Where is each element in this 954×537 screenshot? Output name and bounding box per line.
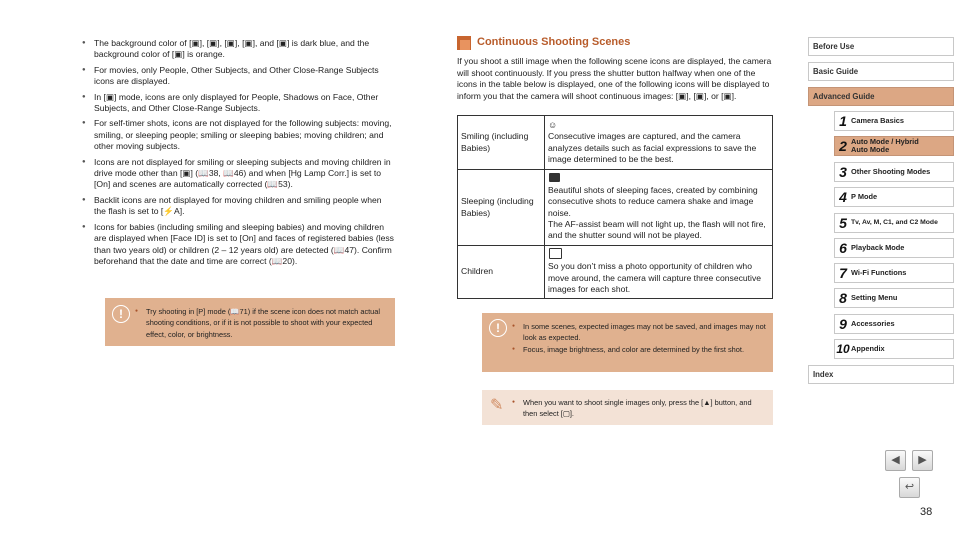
section-square-icon xyxy=(457,36,471,50)
chapter-label: Wi-Fi Functions xyxy=(851,267,907,277)
sidebar-chapter-9[interactable] xyxy=(834,314,954,334)
table-row xyxy=(458,170,773,246)
chapter-number: 4 xyxy=(839,189,847,205)
chapter-number: 5 xyxy=(839,215,847,231)
chapter-label: P Mode xyxy=(851,191,878,201)
table-cell-description xyxy=(545,170,773,246)
note-text: ● Try shooting in [P] mode (📖71) if the scene icon does not match actual shooting conditions, or if it is not possible to shoot with your expected effect, color, or brightness. xyxy=(135,306,387,340)
description-line: Consecutive images are captured, and the camera analyzes details such as facial expressions to save the image determined to be the best. xyxy=(548,131,757,164)
chapter-label: Camera Basics xyxy=(851,115,905,125)
description-line: Beautiful shots of sleeping faces, created by combining consecutive shots to reduce camera shake and image noise. xyxy=(548,184,758,218)
chapter-number: 8 xyxy=(839,290,847,306)
back-button[interactable]: ↩ xyxy=(899,477,920,498)
description-line: The AF-assist beam will not light up, the flash will not fire, and the shutter sound will not be played. xyxy=(548,218,766,241)
list-item: ● The background color of [▣], [▣], [▣], [▣], and [▣] is dark blue, and the background color of [▣] is orange. xyxy=(82,38,394,61)
sleeping-icon xyxy=(548,173,769,184)
memo-note xyxy=(482,390,773,425)
prev-page-button[interactable]: ◀ xyxy=(885,450,906,471)
sidebar-item-basic-guide[interactable]: Basic Guide xyxy=(808,62,954,81)
chapter-label: Tv, Av, M, C1, and C2 Mode xyxy=(851,218,938,226)
sidebar-item-before-use[interactable]: Before Use xyxy=(808,37,954,56)
sidebar-chapter-4[interactable] xyxy=(834,187,954,207)
sidebar-chapter-10[interactable] xyxy=(834,339,954,359)
chapter-number: 9 xyxy=(839,316,847,332)
table-cell-description xyxy=(545,246,773,299)
chapter-label: Auto Mode / Hybrid Auto Mode xyxy=(851,136,919,154)
table-row xyxy=(458,246,773,299)
chapter-label: Setting Menu xyxy=(851,292,898,302)
left-column xyxy=(82,38,394,271)
caution-icon: ! xyxy=(112,305,130,323)
chapter-number: 3 xyxy=(839,164,847,180)
list-item: ● Icons for babies (including smiling and sleeping babies) and moving children are displayed when [Face ID] is set to [On] and faces of registered babies (less than two years old) or children (2 – 12 years old) are detected (📖47). Confirm beforehand that the date and time are correct (📖20). xyxy=(82,222,394,268)
chapter-number: 2 xyxy=(839,138,847,154)
list-item: ● For movies, only People, Other Subjects, and Other Close-Range Subjects icons are displayed. xyxy=(82,65,394,88)
table-row xyxy=(458,116,773,170)
sidebar-item-advanced-guide[interactable]: Advanced Guide xyxy=(808,87,954,106)
chapter-number: 6 xyxy=(839,240,847,256)
children-icon xyxy=(548,248,769,261)
table-cell-subject: Smiling (including Babies) xyxy=(458,116,545,170)
page-number: 38 xyxy=(920,506,933,518)
sidebar-chapter-8[interactable] xyxy=(834,288,954,308)
chapter-label: Accessories xyxy=(851,318,895,328)
note-item: ● Focus, image brightness, and color are determined by the first shot. xyxy=(512,344,766,355)
sidebar-chapter-5[interactable] xyxy=(834,213,954,233)
chapter-label: Appendix xyxy=(851,343,885,353)
sidebar-chapter-6[interactable] xyxy=(834,238,954,258)
scene-table xyxy=(457,115,773,299)
sidebar-chapter-7[interactable] xyxy=(834,263,954,283)
sidebar-item-index[interactable]: Index xyxy=(808,365,954,384)
table-cell-subject: Sleeping (including Babies) xyxy=(458,170,545,246)
pencil-icon: ✎ xyxy=(490,397,504,414)
sidebar-chapter-3[interactable] xyxy=(834,162,954,182)
table-cell-subject: Children xyxy=(458,246,545,299)
list-item: ● Backlit icons are not displayed for moving children and smiling people when the flash is set to [⚡A]. xyxy=(82,195,394,218)
chapter-number: 10 xyxy=(836,342,850,356)
description-line: So you don’t miss a photo opportunity of children who move around, the camera will capture three consecutive images for each shot. xyxy=(548,261,762,295)
list-item: ● For self-timer shots, icons are not displayed for the following subjects: moving, smiling, or sleeping people; smiling or sleeping babies; moving children; and other moving subjects. xyxy=(82,118,394,152)
next-page-button[interactable]: ▶ xyxy=(912,450,933,471)
note-text: ● When you want to shoot single images only, press the [▲] button, and then select [▢]. xyxy=(512,397,766,420)
smile-icon: ☺ xyxy=(548,119,558,130)
sidebar-chapter-1[interactable] xyxy=(834,111,954,131)
section-intro: If you shoot a still image when the following scene icons are displayed, the camera will shoot continuously. If you press the shutter button halfway when one of the icons in the table below is displayed, one of the following icons will be displayed to inform you that the camera will shoot continuous images: [▣], [▣], or [▣]. xyxy=(457,56,772,101)
left-bullet-list xyxy=(82,38,394,267)
list-item: ● Icons are not displayed for smiling or sleeping subjects and moving children in drive mode other than [▣] (📖38, 📖46) and when [Hg Lamp Corr.] is set to [On] and scenes are automatically corrected (📖53). xyxy=(82,157,394,191)
chapter-label: Other Shooting Modes xyxy=(851,166,931,176)
section-title: Continuous Shooting Scenes xyxy=(477,36,631,48)
chapter-number: 1 xyxy=(839,113,847,129)
list-item: ● In [▣] mode, icons are only displayed for People, Shadows on Face, Other Subjects, and Other Close-Range Subjects. xyxy=(82,92,394,115)
note-item: ● In some scenes, expected images may not be saved, and images may not look as expected. xyxy=(512,321,766,344)
left-caution-note xyxy=(105,298,395,346)
chapter-label: Playback Mode xyxy=(851,242,905,252)
sidebar-chapter-2[interactable] xyxy=(834,136,954,156)
table-cell-description xyxy=(545,116,773,170)
chapter-number: 7 xyxy=(839,265,847,281)
caution-icon: ! xyxy=(489,319,507,337)
caution-note xyxy=(482,313,773,372)
